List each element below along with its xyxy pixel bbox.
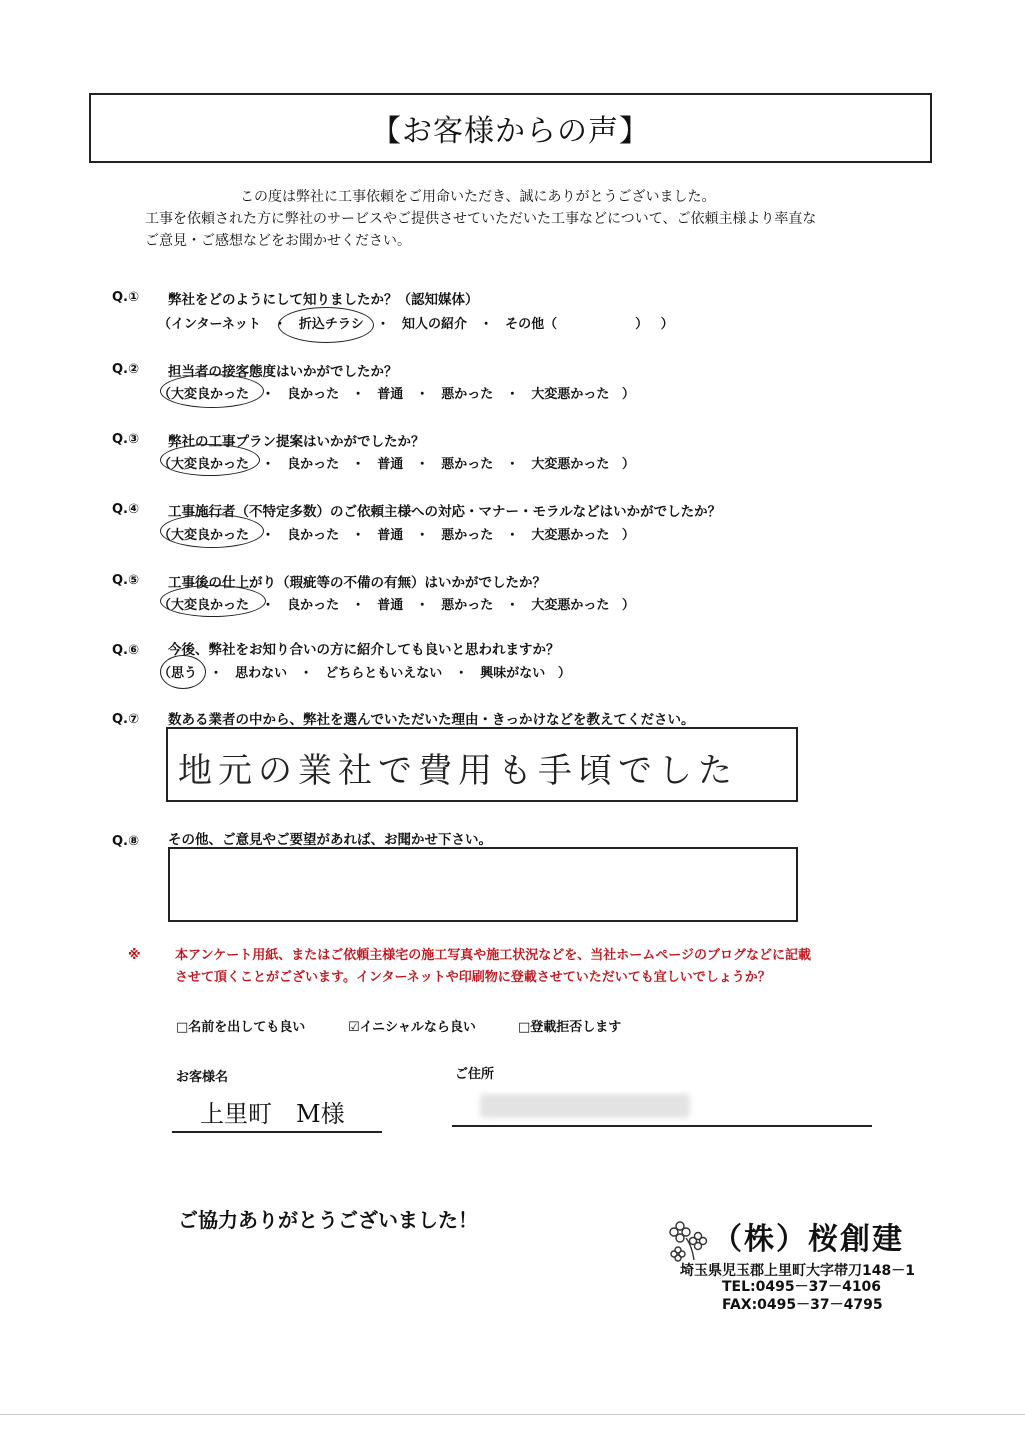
company-tel: TEL:0495－37－4106 <box>722 1279 882 1295</box>
q7-answer-box[interactable] <box>166 727 798 802</box>
q5-label: Q.⑤ <box>112 573 139 588</box>
q4-label: Q.④ <box>112 502 139 517</box>
q2-option[interactable]: 大変悪かった <box>531 387 610 402</box>
q4-option[interactable]: 悪かった <box>441 528 494 543</box>
thanks-message: ご協力ありがとうございました！ <box>178 1208 478 1232</box>
company-address: 埼玉県児玉郡上里町大字帯刀148－1 <box>680 1263 915 1279</box>
q4-close: ） <box>621 528 635 543</box>
q3-option[interactable]: 悪かった <box>441 457 494 472</box>
q2-answer-circle <box>160 374 264 408</box>
q7-text: 数ある業者の中から、弊社を選んでいただいた理由・きっかけなどを教えてください。 <box>168 712 695 728</box>
q2-sep: ・ <box>351 387 365 402</box>
q6-text: 今後、弊社をお知り合いの方に紹介しても良いと思われますか？ <box>168 642 560 658</box>
q8-answer-box[interactable] <box>168 847 798 922</box>
page-title: 【お客様からの声】 <box>89 93 932 163</box>
q2-option[interactable]: 良かった <box>287 387 340 402</box>
q6-sep: ・ <box>454 666 468 681</box>
q5-option[interactable]: 普通 <box>377 598 404 613</box>
q3-sep: ・ <box>415 457 429 472</box>
q1-option[interactable]: その他（ ） <box>505 317 649 332</box>
q7-handwritten-answer: 地元の業社で費用も手頃でした <box>178 751 738 791</box>
q1-option[interactable]: （インターネット <box>158 317 261 332</box>
q3-sep: ・ <box>261 457 275 472</box>
q5-sep: ・ <box>261 598 275 613</box>
intro-line-2: 工事を依頼された方に弊社のサービスやご提供させていただいた工事などについて、ご依頼主様より率直な <box>145 211 817 227</box>
q6-sep: ・ <box>299 666 313 681</box>
consent-option-name[interactable]: □名前を出しても良い <box>176 1020 306 1035</box>
q3-option[interactable]: 普通 <box>377 457 404 472</box>
q7-label: Q.⑦ <box>112 712 139 727</box>
q2-option-selected[interactable]: （大変良かった <box>158 387 250 402</box>
q5-option[interactable]: 大変悪かった <box>531 598 610 613</box>
consent-option-refuse[interactable]: □登載拒否します <box>518 1020 622 1035</box>
q8-label: Q.⑧ <box>112 834 139 849</box>
q6-options <box>158 662 579 681</box>
q1-sep: ・ <box>273 317 287 332</box>
q4-sep: ・ <box>505 528 519 543</box>
company-name: （株）桜創建 <box>712 1222 904 1257</box>
q2-option[interactable]: 悪かった <box>441 387 494 402</box>
consent-mark: ※ <box>128 948 141 963</box>
q4-text: 工事施行者（不特定多数）のご依頼主様への対応・マナー・モラルなどはいかがでしたか？ <box>168 504 722 520</box>
q5-sep: ・ <box>351 598 365 613</box>
q1-label: Q.① <box>112 290 139 305</box>
q4-option[interactable]: 大変悪かった <box>531 528 610 543</box>
q4-sep: ・ <box>261 528 275 543</box>
customer-address-redacted <box>480 1094 690 1118</box>
q3-option[interactable]: 大変悪かった <box>531 457 610 472</box>
company-fax: FAX:0495－37－4795 <box>722 1297 883 1313</box>
q6-option-selected[interactable]: （思う <box>158 666 198 681</box>
q6-label: Q.⑥ <box>112 643 139 658</box>
q8-text: その他、ご意見やご要望があれば、お聞かせ下さい。 <box>168 832 492 848</box>
q4-answer-circle <box>160 514 264 548</box>
consent-line-1: 本アンケート用紙、またはご依頼主様宅の施工写真や施工状況などを、当社ホームページのブログなどに記載 <box>175 948 811 963</box>
q5-close: ） <box>621 598 635 613</box>
q6-option[interactable]: 思わない <box>235 666 288 681</box>
q5-answer-circle <box>160 585 266 617</box>
intro-line-3: ご意見・ご感想などをお聞かせください。 <box>145 233 411 249</box>
q2-option[interactable]: 普通 <box>377 387 404 402</box>
q3-sep: ・ <box>351 457 365 472</box>
q5-sep: ・ <box>505 598 519 613</box>
q2-text: 担当者の接客態度はいかがでしたか？ <box>168 364 398 380</box>
q1-option-selected[interactable]: 折込チラシ <box>298 317 364 332</box>
q6-sep: ・ <box>209 666 223 681</box>
q4-sep: ・ <box>415 528 429 543</box>
q3-label: Q.③ <box>112 432 139 447</box>
q5-option[interactable]: 良かった <box>287 598 340 613</box>
q4-sep: ・ <box>351 528 365 543</box>
sakura-flower-icon <box>664 1216 714 1262</box>
q3-option[interactable]: 良かった <box>287 457 340 472</box>
q5-sep: ・ <box>415 598 429 613</box>
q1-sep: ・ <box>479 317 493 332</box>
q1-option[interactable]: 知人の紹介 <box>402 317 468 332</box>
q3-sep: ・ <box>505 457 519 472</box>
intro-line-1: この度は弊社に工事依頼をご用命いただき、誠にありがとうございました。 <box>240 189 716 205</box>
q3-answer-circle <box>160 444 260 476</box>
q4-option-selected[interactable]: （大変良かった <box>158 528 250 543</box>
consent-line-2: させて頂くことがございます。インターネットや印刷物に登載させていただいても宜しいでしょうか？ <box>175 970 771 985</box>
q6-answer-circle <box>160 655 206 689</box>
q6-option[interactable]: どちらともいえない <box>325 666 443 681</box>
q1-close: ） <box>660 317 674 332</box>
q5-option-selected[interactable]: （大変良かった <box>158 598 250 613</box>
q3-close: ） <box>621 457 635 472</box>
q2-close: ） <box>621 387 635 402</box>
q4-option[interactable]: 良かった <box>287 528 340 543</box>
q6-close: ） <box>557 666 571 681</box>
q5-option[interactable]: 悪かった <box>441 598 494 613</box>
q1-sep: ・ <box>376 317 390 332</box>
customer-name-value: 上里町 M様 <box>200 1100 345 1128</box>
q2-sep: ・ <box>261 387 275 402</box>
consent-option-initials[interactable]: ☑イニシャルなら良い <box>348 1020 476 1035</box>
q1-options <box>158 313 682 332</box>
q2-sep: ・ <box>415 387 429 402</box>
q5-text: 工事後の仕上がり（瑕疵等の不備の有無）はいかがでしたか？ <box>168 575 546 591</box>
q4-option[interactable]: 普通 <box>377 528 404 543</box>
customer-address-label: ご住所 <box>455 1067 495 1082</box>
page-bottom-rule <box>0 1414 1025 1415</box>
q3-text: 弊社の工事プラン提案はいかがでしたか？ <box>168 434 425 450</box>
q6-option[interactable]: 興味がない <box>480 666 546 681</box>
q1-answer-circle <box>278 307 374 343</box>
q2-label: Q.② <box>112 362 139 377</box>
customer-name-label: お客様名 <box>176 1070 229 1085</box>
customer-address-underline <box>452 1125 872 1127</box>
q3-option-selected[interactable]: （大変良かった <box>158 457 250 472</box>
q1-text: 弊社をどのようにして知りましたか？（認知媒体） <box>168 292 479 308</box>
customer-name-underline <box>172 1131 382 1133</box>
q2-sep: ・ <box>505 387 519 402</box>
